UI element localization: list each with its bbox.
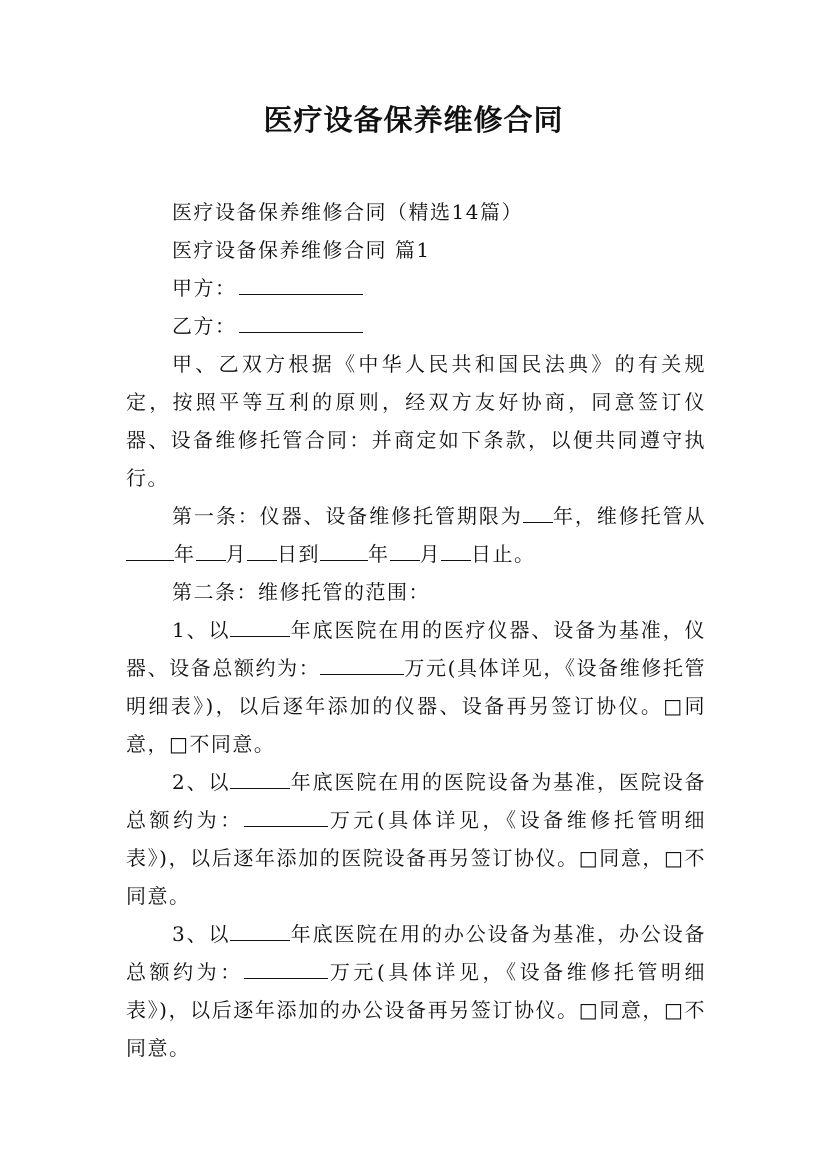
end-day-blank (441, 538, 471, 561)
party-b-label: 乙方： (172, 314, 237, 338)
scope-item-1-prefix: 1、以 (172, 618, 231, 642)
start-day-blank (247, 538, 277, 561)
scope-item-1-middle: 年底医院在用的医疗仪器、设备为基准，仪器、设备总额约为： (126, 618, 706, 680)
document-title: 医疗设备保养维修合同 (263, 103, 564, 137)
party-b-line (126, 307, 706, 345)
scope-item-3-middle: 年底医院在用的办公设备为基准，办公设备总额约为： (126, 922, 706, 984)
article-2-heading: 第二条：维修托管的范围： (172, 580, 430, 604)
scope-item-3-year-blank (230, 918, 290, 941)
scope-item-2 (126, 763, 706, 915)
article-1-text-f: 年 (368, 542, 390, 566)
intro-paragraph: 甲、乙双方根据《中华人民共和国民法典》的有关规定，按照平等互利的原则，经双方友好协商，同意签订仪器、设备维修托管合同：并商定如下条款，以便共同遵守执行。 (126, 352, 706, 490)
document-subtitle: 医疗设备保养维修合同（精选14篇） (172, 200, 523, 224)
article-1 (126, 497, 706, 573)
article-1-text-b: 年，维修托管从 (552, 504, 707, 528)
article-1-text-a: 第一条：仪器、设备维修托管期限为 (172, 504, 523, 528)
scope-item-1-suffix: 万元(具体详见，《设备维修托管明细表》)，以后逐年添加的仪器、设备再另签订协仪。□同意，□不同意。 (126, 656, 706, 756)
article-1-text-g: 月 (419, 542, 441, 566)
article-1-text-e: 日到 (277, 542, 320, 566)
scope-item-1-year-blank (230, 614, 290, 637)
scope-item-3 (126, 915, 706, 1067)
party-a-blank (239, 272, 363, 295)
end-year-blank (320, 538, 368, 561)
scope-item-3-prefix: 3、以 (172, 922, 231, 946)
scope-item-2-middle: 年底医院在用的医院设备为基准，医院设备总额约为： (126, 770, 706, 832)
end-month-blank (390, 538, 420, 561)
article-1-text-d: 月 (225, 542, 247, 566)
document-body (126, 193, 706, 1067)
scope-item-3-suffix: 万元(具体详见，《设备维修托管明细表》)，以后逐年添加的办公设备再另签订协仪。□同意，□不同意。 (126, 960, 707, 1060)
party-b-blank (239, 310, 363, 333)
scope-item-3-amount-blank (244, 956, 328, 979)
scope-item-1 (126, 611, 706, 763)
article-1-text-c: 年 (174, 542, 196, 566)
start-month-blank (196, 538, 226, 561)
scope-item-1-amount-blank (320, 652, 404, 675)
scope-item-2-year-blank (230, 766, 290, 789)
scope-item-2-prefix: 2、以 (172, 770, 231, 794)
party-a-label: 甲方： (172, 276, 237, 300)
article-1-text-h: 日止。 (471, 542, 536, 566)
term-years-blank (523, 500, 553, 523)
scope-item-2-suffix: 万元(具体详见，《设备维修托管明细表》)，以后逐年添加的医院设备再另签订协仪。□同意，□不同意。 (126, 808, 707, 908)
party-a-line (126, 269, 706, 307)
section-heading: 医疗设备保养维修合同 篇1 (172, 238, 431, 262)
scope-item-2-amount-blank (244, 804, 328, 827)
start-year-blank (126, 538, 174, 561)
